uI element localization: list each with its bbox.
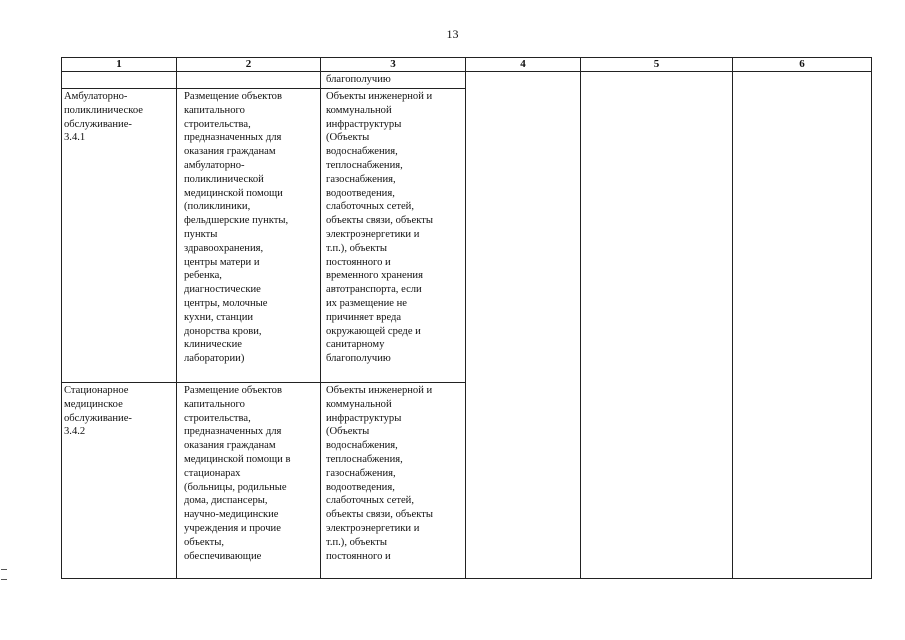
page-number: 13: [446, 27, 459, 41]
column-divider-3: [465, 57, 466, 579]
column-header-6: 6: [799, 58, 805, 70]
continuation-cell-col3: благополучию: [326, 74, 391, 85]
column-header-2: 2: [245, 58, 252, 70]
column-header-1: 1: [116, 58, 122, 70]
row-1-col1: Амбулаторно- поликлиническое обслуживание- 3.4.1: [64, 91, 143, 144]
column-header-3: 3: [390, 58, 396, 70]
row-divider: [61, 382, 465, 383]
column-divider-5: [732, 57, 733, 579]
row-2-col1: Стационарное медицинское обслуживание- 3.4.2: [64, 385, 132, 438]
column-divider-2: [320, 57, 321, 579]
column-divider-4: [580, 57, 581, 579]
header-bottom-border: [61, 71, 872, 72]
column-divider-1: [176, 57, 177, 579]
scan-margin-mark: [1, 579, 7, 580]
table-bottom-border: [61, 578, 872, 579]
column-header-5: 5: [653, 58, 660, 70]
row-1-col2: Размещение объектов капитального строительства, предназначенных для оказания гражданам амбулаторно- поликлинической медицинской помощи (поликлиники, фельдшерские пункты, пункты здравоохранения, центры матери и ребенка, диагностические центры, молочные кухни, станции донорства крови, клинические лаборатории): [184, 91, 289, 365]
row-2-col3: Объекты инженерной и коммунальной инфраструктуры (Объекты водоснабжения, теплоснабжения, газоснабжения, водоотведения, слаботочных сетей, объекты связи, объекты электроэнергетики и т.п.), объекты постоянного и: [326, 385, 433, 562]
continuation-row-border: [61, 88, 465, 89]
column-header-4: 4: [520, 58, 526, 70]
row-2-col2: Размещение объектов капитального строительства, предназначенных для оказания гражданам медицинской помощи в стационарах (больницы, родильные дома, диспансеры, научно-медицинские учреждения и прочие объекты, обеспечивающие: [184, 385, 291, 562]
table-left-border: [61, 57, 62, 579]
table-right-border: [871, 57, 872, 579]
scan-margin-mark: [1, 569, 7, 570]
row-1-col3: Объекты инженерной и коммунальной инфраструктуры (Объекты водоснабжения, теплоснабжения, газоснабжения, водоотведения, слаботочных сетей, объекты связи, объекты электроэнергетики и т.п.), объекты постоянного и временного хранения автотранспорта, если их размещение не причиняет вреда окружающей среде и санитарному благополучию: [326, 91, 433, 365]
